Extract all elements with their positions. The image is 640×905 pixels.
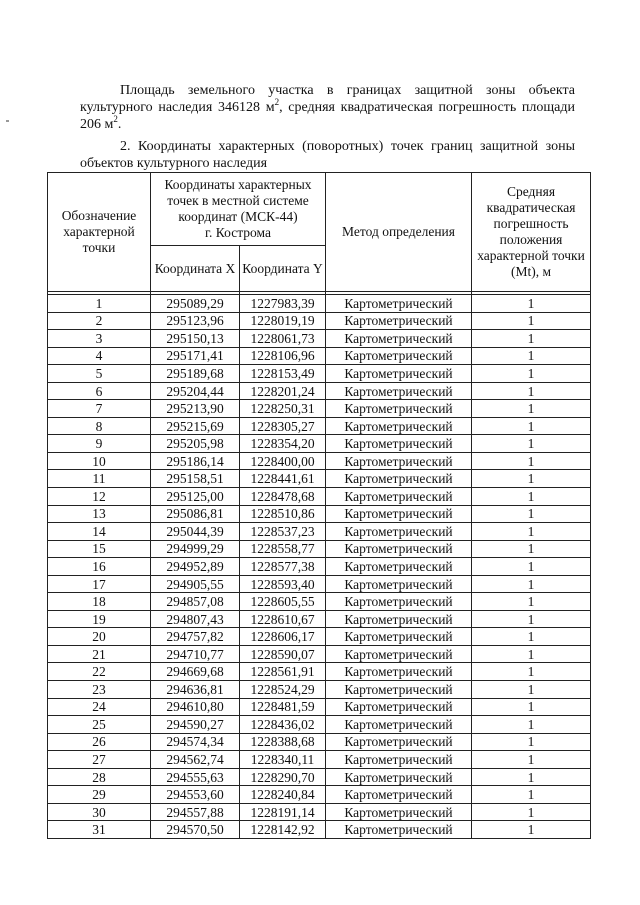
cell-accuracy: 1	[472, 417, 591, 435]
cell-x: 294857,08	[151, 593, 240, 611]
cell-y: 1228481,59	[240, 698, 326, 716]
cell-method: Картометрический	[326, 488, 472, 506]
cell-x: 294710,77	[151, 645, 240, 663]
cell-x: 295086,81	[151, 505, 240, 523]
cell-x: 294557,88	[151, 803, 240, 821]
cell-y: 1228142,92	[240, 821, 326, 839]
cell-x: 295189,68	[151, 365, 240, 383]
cell-accuracy: 1	[472, 575, 591, 593]
cell-accuracy: 1	[472, 330, 591, 348]
cell-y: 1227983,39	[240, 295, 326, 313]
scan-mark	[6, 120, 9, 122]
cell-point: 19	[48, 610, 151, 628]
cell-method: Картометрический	[326, 452, 472, 470]
cell-method: Картометрический	[326, 593, 472, 611]
table-row	[48, 803, 591, 821]
table-row	[48, 575, 591, 593]
cell-x: 295204,44	[151, 382, 240, 400]
cell-method: Картометрический	[326, 716, 472, 734]
cell-y: 1228240,84	[240, 786, 326, 804]
area-unit-superscript: 2	[274, 97, 280, 107]
cell-accuracy: 1	[472, 523, 591, 541]
cell-x: 294610,80	[151, 698, 240, 716]
cell-accuracy: 1	[472, 716, 591, 734]
cell-method: Картометрический	[326, 505, 472, 523]
cell-accuracy: 1	[472, 365, 591, 383]
cell-y: 1228290,70	[240, 768, 326, 786]
cell-point: 7	[48, 400, 151, 418]
table-row	[48, 312, 591, 330]
cell-accuracy: 1	[472, 558, 591, 576]
table-row	[48, 733, 591, 751]
cell-point: 13	[48, 505, 151, 523]
cell-accuracy: 1	[472, 382, 591, 400]
area-paragraph	[80, 82, 575, 133]
cell-method: Картометрический	[326, 312, 472, 330]
cell-x: 294570,50	[151, 821, 240, 839]
header-coords-line-2: г. Кострома	[205, 225, 271, 240]
cell-x: 295044,39	[151, 523, 240, 541]
coordinates-table	[47, 172, 591, 839]
cell-y: 1228590,07	[240, 645, 326, 663]
cell-accuracy: 1	[472, 435, 591, 453]
cell-point: 11	[48, 470, 151, 488]
cell-method: Картометрический	[326, 540, 472, 558]
cell-x: 295215,69	[151, 417, 240, 435]
cell-x: 294952,89	[151, 558, 240, 576]
cell-y: 1228250,31	[240, 400, 326, 418]
cell-method: Картометрический	[326, 681, 472, 699]
cell-method: Картометрический	[326, 751, 472, 769]
cell-method: Картометрический	[326, 295, 472, 313]
cell-method: Картометрический	[326, 400, 472, 418]
cell-accuracy: 1	[472, 803, 591, 821]
cell-method: Картометрический	[326, 575, 472, 593]
cell-x: 295158,51	[151, 470, 240, 488]
cell-point: 27	[48, 751, 151, 769]
table-row	[48, 365, 591, 383]
cell-point: 17	[48, 575, 151, 593]
table-row	[48, 470, 591, 488]
cell-accuracy: 1	[472, 698, 591, 716]
cell-y: 1228441,61	[240, 470, 326, 488]
cell-accuracy: 1	[472, 540, 591, 558]
cell-accuracy: 1	[472, 470, 591, 488]
cell-method: Картометрический	[326, 803, 472, 821]
cell-point: 18	[48, 593, 151, 611]
cell-y: 1228537,23	[240, 523, 326, 541]
cell-method: Картометрический	[326, 382, 472, 400]
cell-y: 1228524,29	[240, 681, 326, 699]
cell-point: 10	[48, 452, 151, 470]
cell-accuracy: 1	[472, 312, 591, 330]
cell-method: Картометрический	[326, 558, 472, 576]
header-coords-line-1: Координаты характерных точек в местной системе координат (МСК-44)	[164, 177, 312, 224]
cell-point: 6	[48, 382, 151, 400]
cell-y: 1228061,73	[240, 330, 326, 348]
cell-method: Картометрический	[326, 698, 472, 716]
cell-point: 21	[48, 645, 151, 663]
cell-x: 295205,98	[151, 435, 240, 453]
cell-y: 1228305,27	[240, 417, 326, 435]
cell-point: 8	[48, 417, 151, 435]
cell-x: 294590,27	[151, 716, 240, 734]
cell-method: Картометрический	[326, 470, 472, 488]
cell-method: Картометрический	[326, 628, 472, 646]
cell-point: 29	[48, 786, 151, 804]
cell-method: Картометрический	[326, 645, 472, 663]
header-accuracy: Средняя квадратическая погрешность положения характерной точки (Mt), м	[472, 173, 591, 292]
cell-y: 1228201,24	[240, 382, 326, 400]
cell-point: 12	[48, 488, 151, 506]
table-row	[48, 488, 591, 506]
header-point: Обозначение характерной точки	[48, 173, 151, 292]
table-row	[48, 347, 591, 365]
table-row	[48, 400, 591, 418]
cell-accuracy: 1	[472, 645, 591, 663]
cell-accuracy: 1	[472, 452, 591, 470]
table-row	[48, 698, 591, 716]
cell-method: Картометрический	[326, 330, 472, 348]
header-x: Координата X	[151, 246, 240, 292]
table-row	[48, 645, 591, 663]
cell-x: 294636,81	[151, 681, 240, 699]
cell-point: 30	[48, 803, 151, 821]
cell-point: 9	[48, 435, 151, 453]
cell-y: 1228354,20	[240, 435, 326, 453]
cell-accuracy: 1	[472, 505, 591, 523]
cell-point: 2	[48, 312, 151, 330]
error-unit-superscript: 2	[113, 114, 118, 124]
cell-y: 1228561,91	[240, 663, 326, 681]
cell-point: 4	[48, 347, 151, 365]
area-text-1: Площадь земельного участка в границах защитной зоны объекта культурного наследия 346128 м	[80, 83, 575, 115]
table-row	[48, 593, 591, 611]
header-y: Координата Y	[240, 246, 326, 292]
cell-point: 26	[48, 733, 151, 751]
cell-x: 295150,13	[151, 330, 240, 348]
cell-y: 1228510,86	[240, 505, 326, 523]
cell-accuracy: 1	[472, 295, 591, 313]
cell-accuracy: 1	[472, 681, 591, 699]
table-row	[48, 558, 591, 576]
cell-point: 23	[48, 681, 151, 699]
cell-accuracy: 1	[472, 733, 591, 751]
cell-x: 295186,14	[151, 452, 240, 470]
table-row	[48, 505, 591, 523]
cell-point: 5	[48, 365, 151, 383]
cell-x: 294553,60	[151, 786, 240, 804]
cell-y: 1228340,11	[240, 751, 326, 769]
area-text-2: , средняя квадратическая погрешность площади 206 м	[80, 100, 576, 132]
cell-x: 294562,74	[151, 751, 240, 769]
cell-accuracy: 1	[472, 663, 591, 681]
table-row	[48, 716, 591, 734]
cell-method: Картометрический	[326, 821, 472, 839]
table-body	[48, 295, 591, 839]
table-row	[48, 628, 591, 646]
cell-method: Картометрический	[326, 663, 472, 681]
cell-x: 294669,68	[151, 663, 240, 681]
cell-point: 28	[48, 768, 151, 786]
cell-method: Картометрический	[326, 365, 472, 383]
table-row	[48, 295, 591, 313]
cell-accuracy: 1	[472, 400, 591, 418]
cell-y: 1228191,14	[240, 803, 326, 821]
table-row	[48, 417, 591, 435]
cell-method: Картометрический	[326, 786, 472, 804]
cell-accuracy: 1	[472, 628, 591, 646]
table-row	[48, 786, 591, 804]
cell-accuracy: 1	[472, 768, 591, 786]
cell-y: 1228436,02	[240, 716, 326, 734]
cell-point: 14	[48, 523, 151, 541]
table-row	[48, 523, 591, 541]
cell-accuracy: 1	[472, 593, 591, 611]
table-row	[48, 663, 591, 681]
cell-y: 1228558,77	[240, 540, 326, 558]
table-row	[48, 751, 591, 769]
cell-point: 16	[48, 558, 151, 576]
cell-point: 3	[48, 330, 151, 348]
table-row	[48, 540, 591, 558]
cell-x: 295213,90	[151, 400, 240, 418]
area-text-end: .	[117, 117, 122, 132]
cell-y: 1228610,67	[240, 610, 326, 628]
cell-y: 1228019,19	[240, 312, 326, 330]
table-row	[48, 681, 591, 699]
table-row	[48, 452, 591, 470]
cell-y: 1228388,68	[240, 733, 326, 751]
cell-x: 294905,55	[151, 575, 240, 593]
cell-x: 294807,43	[151, 610, 240, 628]
cell-method: Картометрический	[326, 768, 472, 786]
table-row	[48, 821, 591, 839]
cell-point: 25	[48, 716, 151, 734]
section-title: 2. Координаты характерных (поворотных) точек границ защитной зоны объектов культурного наследия	[80, 139, 575, 171]
header-method: Метод определения	[326, 173, 472, 292]
table-row	[48, 435, 591, 453]
table-row	[48, 330, 591, 348]
header-coords	[151, 173, 326, 246]
cell-y: 1228153,49	[240, 365, 326, 383]
cell-method: Картометрический	[326, 523, 472, 541]
cell-point: 24	[48, 698, 151, 716]
cell-y: 1228606,17	[240, 628, 326, 646]
cell-method: Картометрический	[326, 417, 472, 435]
cell-method: Картометрический	[326, 610, 472, 628]
cell-x: 294999,29	[151, 540, 240, 558]
cell-x: 294574,34	[151, 733, 240, 751]
cell-method: Картометрический	[326, 435, 472, 453]
cell-x: 294757,82	[151, 628, 240, 646]
cell-x: 295125,00	[151, 488, 240, 506]
cell-x: 295171,41	[151, 347, 240, 365]
cell-x: 295089,29	[151, 295, 240, 313]
cell-y: 1228577,38	[240, 558, 326, 576]
cell-method: Картометрический	[326, 733, 472, 751]
cell-point: 1	[48, 295, 151, 313]
cell-y: 1228400,00	[240, 452, 326, 470]
table-row	[48, 382, 591, 400]
table-row	[48, 610, 591, 628]
cell-y: 1228106,96	[240, 347, 326, 365]
cell-point: 15	[48, 540, 151, 558]
cell-y: 1228605,55	[240, 593, 326, 611]
cell-point: 22	[48, 663, 151, 681]
cell-x: 294555,63	[151, 768, 240, 786]
cell-x: 295123,96	[151, 312, 240, 330]
cell-method: Картометрический	[326, 347, 472, 365]
cell-y: 1228593,40	[240, 575, 326, 593]
cell-accuracy: 1	[472, 488, 591, 506]
cell-accuracy: 1	[472, 610, 591, 628]
cell-point: 31	[48, 821, 151, 839]
cell-accuracy: 1	[472, 751, 591, 769]
cell-point: 20	[48, 628, 151, 646]
table-row	[48, 768, 591, 786]
cell-accuracy: 1	[472, 347, 591, 365]
cell-y: 1228478,68	[240, 488, 326, 506]
cell-accuracy: 1	[472, 821, 591, 839]
cell-accuracy: 1	[472, 786, 591, 804]
